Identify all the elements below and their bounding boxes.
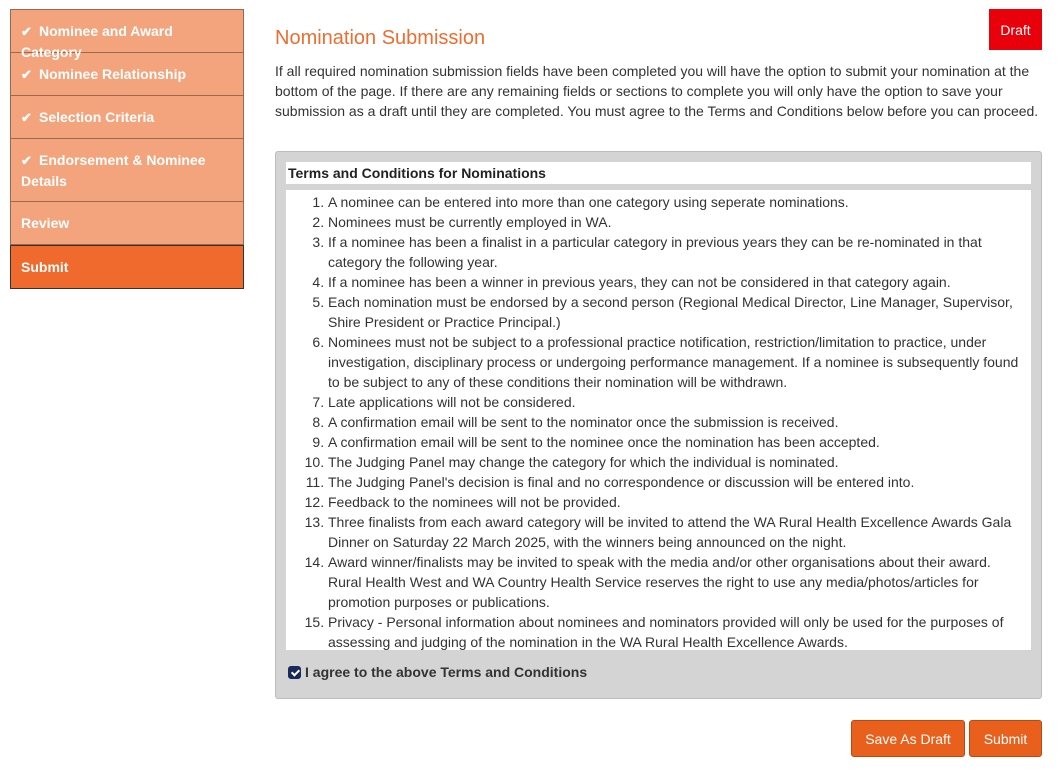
list-item: 9. A confirmation email will be sent to the nominee once the nomination has been accepted.: [328, 432, 1031, 452]
save-as-draft-button[interactable]: Save As Draft: [851, 720, 965, 757]
list-item: 5. Each nomination must be endorsed by a second person (Regional Medical Director, Line Manager, Supervisor, Shire President or Practice Principal.): [328, 292, 1031, 332]
sidebar-item-label: Review: [21, 215, 70, 231]
list-item: 6. Nominees must not be subject to a professional practice notification, restriction/limitation to practice, under investigation, disciplinary process or undergoing performance management. If a nominee is subsequently found to be subject to any of these conditions their nomination will be withdrawn.: [328, 332, 1031, 392]
status-badge: Draft: [989, 9, 1042, 50]
sidebar-item-label: Nominee and Award Category: [21, 23, 173, 60]
sidebar-item-label: Endorsement & Nominee Details: [21, 152, 206, 189]
list-item: 4. If a nominee has been a winner in previous years, they can not be considered in that category again.: [328, 272, 1031, 292]
agree-terms-label[interactable]: [288, 664, 587, 680]
list-item: 3. If a nominee has been a finalist in a particular category in previous years they can be re-nominated in that category the following year.: [328, 232, 1031, 272]
list-item: 1. A nominee can be entered into more than one category using seperate nominations.: [328, 192, 1031, 212]
sidebar-item-label: Nominee Relationship: [39, 66, 187, 82]
agree-terms-text: I agree to the above Terms and Conditions: [305, 664, 588, 680]
list-item: 10. The Judging Panel may change the category for which the individual is nominated.: [328, 452, 1031, 472]
sidebar-nav: [10, 9, 244, 289]
terms-scroll-box[interactable]: [286, 190, 1031, 650]
terms-heading: Terms and Conditions for Nominations: [286, 162, 1031, 184]
list-item: 15. Privacy - Personal information about nominees and nominators provided will only be used for the purposes of assessing and judging of the nomination in the WA Rural Health Excellence Awards.: [328, 612, 1031, 650]
list-item: 12. Feedback to the nominees will not be provided.: [328, 492, 1031, 512]
agree-terms-checkbox[interactable]: [288, 666, 301, 679]
submit-button[interactable]: Submit: [969, 720, 1042, 757]
sidebar-item-endorsement-details[interactable]: [11, 139, 243, 202]
page-title: Nomination Submission: [275, 27, 486, 49]
list-item: 7. Late applications will not be considered.: [328, 392, 1031, 412]
terms-list: [286, 192, 1031, 650]
sidebar-item-review[interactable]: [11, 202, 243, 245]
check-icon: ✔: [21, 67, 32, 82]
list-item: 11. The Judging Panel's decision is final and no correspondence or discussion will be entered into.: [328, 472, 1031, 492]
terms-panel: [275, 151, 1042, 699]
list-item: 14. Award winner/finalists may be invited to speak with the media and/or other organisations about their award. Rural Health West and WA Country Health Service reserves the right to use any media/photos/articles for promotion purposes or publications.: [328, 552, 1031, 612]
intro-text: If all required nomination submission fields have been completed you will have the option to submit your nomination at the bottom of the page. If there are any remaining fields or sections to complete you will only have the option to save your submission as a draft until they are completed. You must agree to the Terms and Conditions below before you can proceed.: [275, 63, 1039, 119]
sidebar-item-label: Selection Criteria: [39, 109, 155, 125]
check-icon: ✔: [21, 110, 32, 125]
sidebar-item-submit[interactable]: [10, 245, 244, 289]
sidebar-item-label: Submit: [21, 259, 69, 275]
check-icon: ✔: [21, 153, 32, 168]
sidebar-item-selection-criteria[interactable]: [11, 96, 243, 139]
list-item: 2. Nominees must be currently employed in WA.: [328, 212, 1031, 232]
list-item: 8. A confirmation email will be sent to the nominator once the submission is received.: [328, 412, 1031, 432]
sidebar-item-nominee-award-category[interactable]: [11, 10, 243, 60]
list-item: 13. Three finalists from each award category will be invited to attend the WA Rural Health Excellence Awards Gala Dinner on Saturday 22 March 2025, with the winners being announced on the night.: [328, 512, 1031, 552]
check-icon: ✔: [21, 24, 32, 39]
